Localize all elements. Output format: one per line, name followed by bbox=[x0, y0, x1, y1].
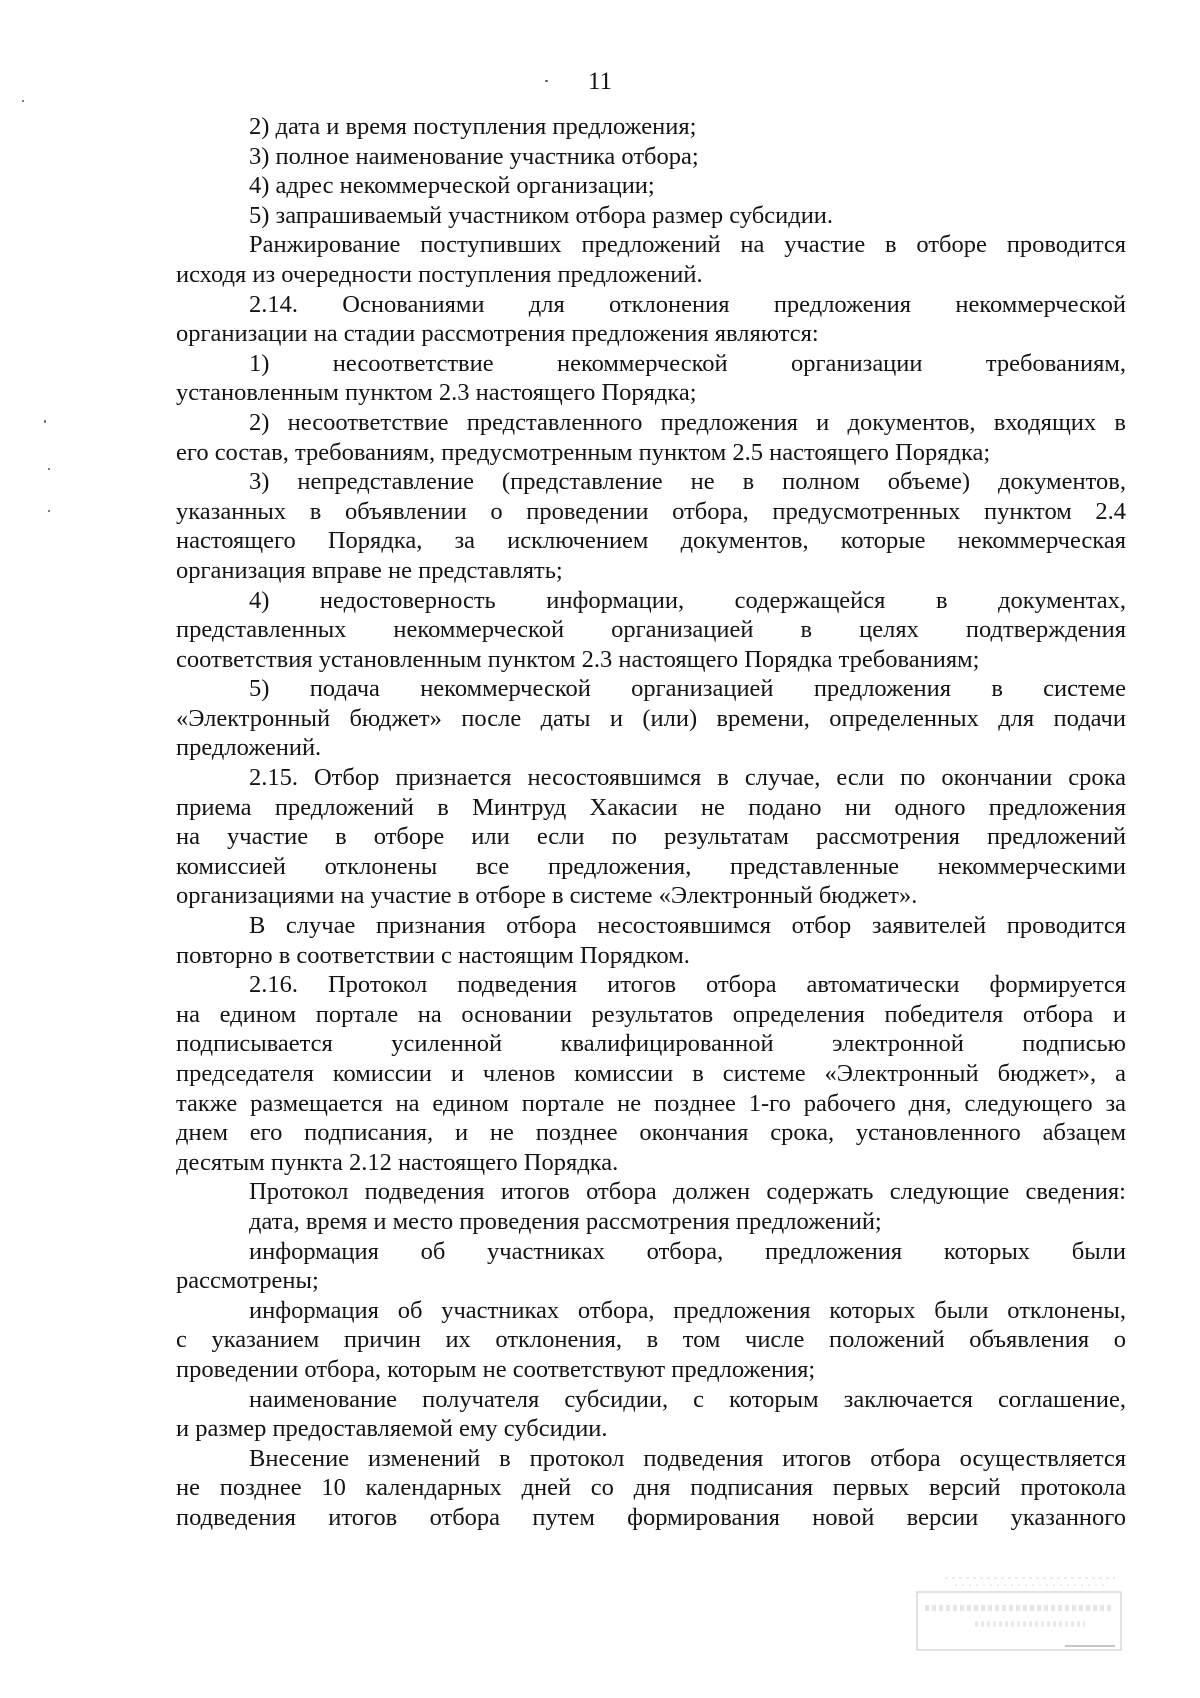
text-line: также размещается на едином портале не позднее 1-го рабочего дня, следующего за bbox=[176, 1089, 1126, 1117]
text-line: подведения итогов отбора путем формирования новой версии указанного bbox=[176, 1503, 1126, 1531]
text-line: 5) запрашиваемый участником отбора размер субсидии. bbox=[249, 201, 834, 229]
document-body bbox=[176, 112, 1126, 1533]
text-line: 2.15. Отбор признается несостоявшимся в случае, если по окончании срока bbox=[249, 764, 1126, 792]
text-line: Протокол подведения итогов отбора должен содержать следующие сведения: bbox=[249, 1178, 1126, 1206]
text-line: указанных в объявлении о проведении отбора, предусмотренных пунктом 2.4 bbox=[176, 497, 1126, 525]
text-line: на участие в отборе или если по результатам рассмотрения предложений bbox=[176, 823, 1126, 851]
text-line: председателя комиссии и членов комиссии в системе «Электронный бюджет», а bbox=[176, 1060, 1126, 1087]
text-line: 4) адрес некоммерческой организации; bbox=[249, 172, 655, 200]
text-line: повторно в соответствии с настоящим Порядком. bbox=[176, 941, 690, 969]
text-line: 2) дата и время поступления предложения; bbox=[249, 113, 697, 140]
text-line: проведении отбора, которым не соответствуют предложения; bbox=[176, 1355, 816, 1383]
text-line: комиссией отклонены все предложения, представленные некоммерческими bbox=[176, 852, 1126, 880]
text-line: предложений. bbox=[176, 734, 322, 762]
text-line: установленным пунктом 2.3 настоящего Порядка; bbox=[176, 379, 697, 407]
text-line: 2.14. Основаниями для отклонения предложения некоммерческой bbox=[249, 290, 1126, 318]
text-line: и размер предоставляемой ему субсидии. bbox=[176, 1415, 608, 1443]
text-line: 1) несоответствие некоммерческой организации требованиям, bbox=[249, 349, 1126, 377]
text-line: соответствия установленным пунктом 2.3 настоящего Порядка требованиям; bbox=[176, 645, 980, 673]
text-line: его состав, требованиям, предусмотренным пунктом 2.5 настоящего Порядка; bbox=[176, 438, 991, 466]
scan-speck bbox=[48, 468, 50, 470]
text-line: представленных некоммерческой организацией в целях подтверждения bbox=[176, 616, 1126, 644]
text-line: 2.16. Протокол подведения итогов отбора автоматически формируется bbox=[249, 971, 1126, 999]
text-line: «Электронный бюджет» после даты и (или) времени, определенных для подачи bbox=[176, 704, 1126, 732]
scan-speck bbox=[545, 80, 548, 82]
text-line: наименование получателя субсидии, с которым заключается соглашение, bbox=[249, 1385, 1126, 1413]
text-line: Ранжирование поступивших предложений на участие в отборе проводится bbox=[249, 231, 1126, 259]
text-line: не позднее 10 календарных дней со дня подписания первых версий протокола bbox=[176, 1474, 1126, 1502]
text-line: организациями на участие в отборе в системе «Электронный бюджет». bbox=[176, 882, 918, 910]
text-line: В случае признания отбора несостоявшимся отбор заявителей проводится bbox=[249, 912, 1126, 940]
text-line: рассмотрены; bbox=[176, 1267, 319, 1295]
text-line: 4) недостоверность информации, содержащейся в документах, bbox=[249, 586, 1126, 614]
registration-stamp bbox=[915, 1572, 1125, 1664]
text-line: организации на стадии рассмотрения предложения являются: bbox=[176, 320, 819, 348]
page-number: 11 bbox=[587, 68, 613, 95]
text-line: десятым пункта 2.12 настоящего Порядка. bbox=[176, 1148, 619, 1176]
text-line: приема предложений в Минтруд Хакасии не подано ни одного предложения bbox=[176, 793, 1126, 821]
text-line: 3) непредставление (представление не в полном объеме) документов, bbox=[249, 468, 1126, 496]
text-line: информация об участниках отбора, предложения которых были bbox=[249, 1237, 1126, 1265]
scan-speck bbox=[48, 510, 50, 512]
text-line: 3) полное наименование участника отбора; bbox=[249, 142, 699, 170]
text-line: днем его подписания, и не позднее окончания срока, установленного абзацем bbox=[176, 1119, 1126, 1147]
text-line: дата, время и место проведения рассмотрения предложений; bbox=[249, 1207, 882, 1235]
text-line: на едином портале на основании результатов определения победителя отбора и bbox=[176, 1000, 1126, 1028]
text-line: 2) несоответствие представленного предложения и документов, входящих в bbox=[249, 408, 1126, 436]
text-line: 5) подача некоммерческой организацией предложения в системе bbox=[249, 675, 1126, 703]
text-line: информация об участниках отбора, предложения которых были отклонены, bbox=[249, 1296, 1126, 1324]
scan-speck bbox=[44, 420, 46, 423]
text-line: подписывается усиленной квалифицированной электронной подписью bbox=[176, 1030, 1126, 1058]
text-line: с указанием причин их отклонения, в том числе положений объявления о bbox=[176, 1326, 1126, 1354]
text-line: организация вправе не представлять; bbox=[176, 556, 563, 584]
text-line: настоящего Порядка, за исключением документов, которые некоммерческая bbox=[176, 527, 1126, 555]
text-line: Внесение изменений в протокол подведения итогов отбора осуществляется bbox=[249, 1444, 1126, 1472]
scan-speck bbox=[22, 100, 24, 102]
text-line: исходя из очередности поступления предложений. bbox=[176, 260, 703, 288]
